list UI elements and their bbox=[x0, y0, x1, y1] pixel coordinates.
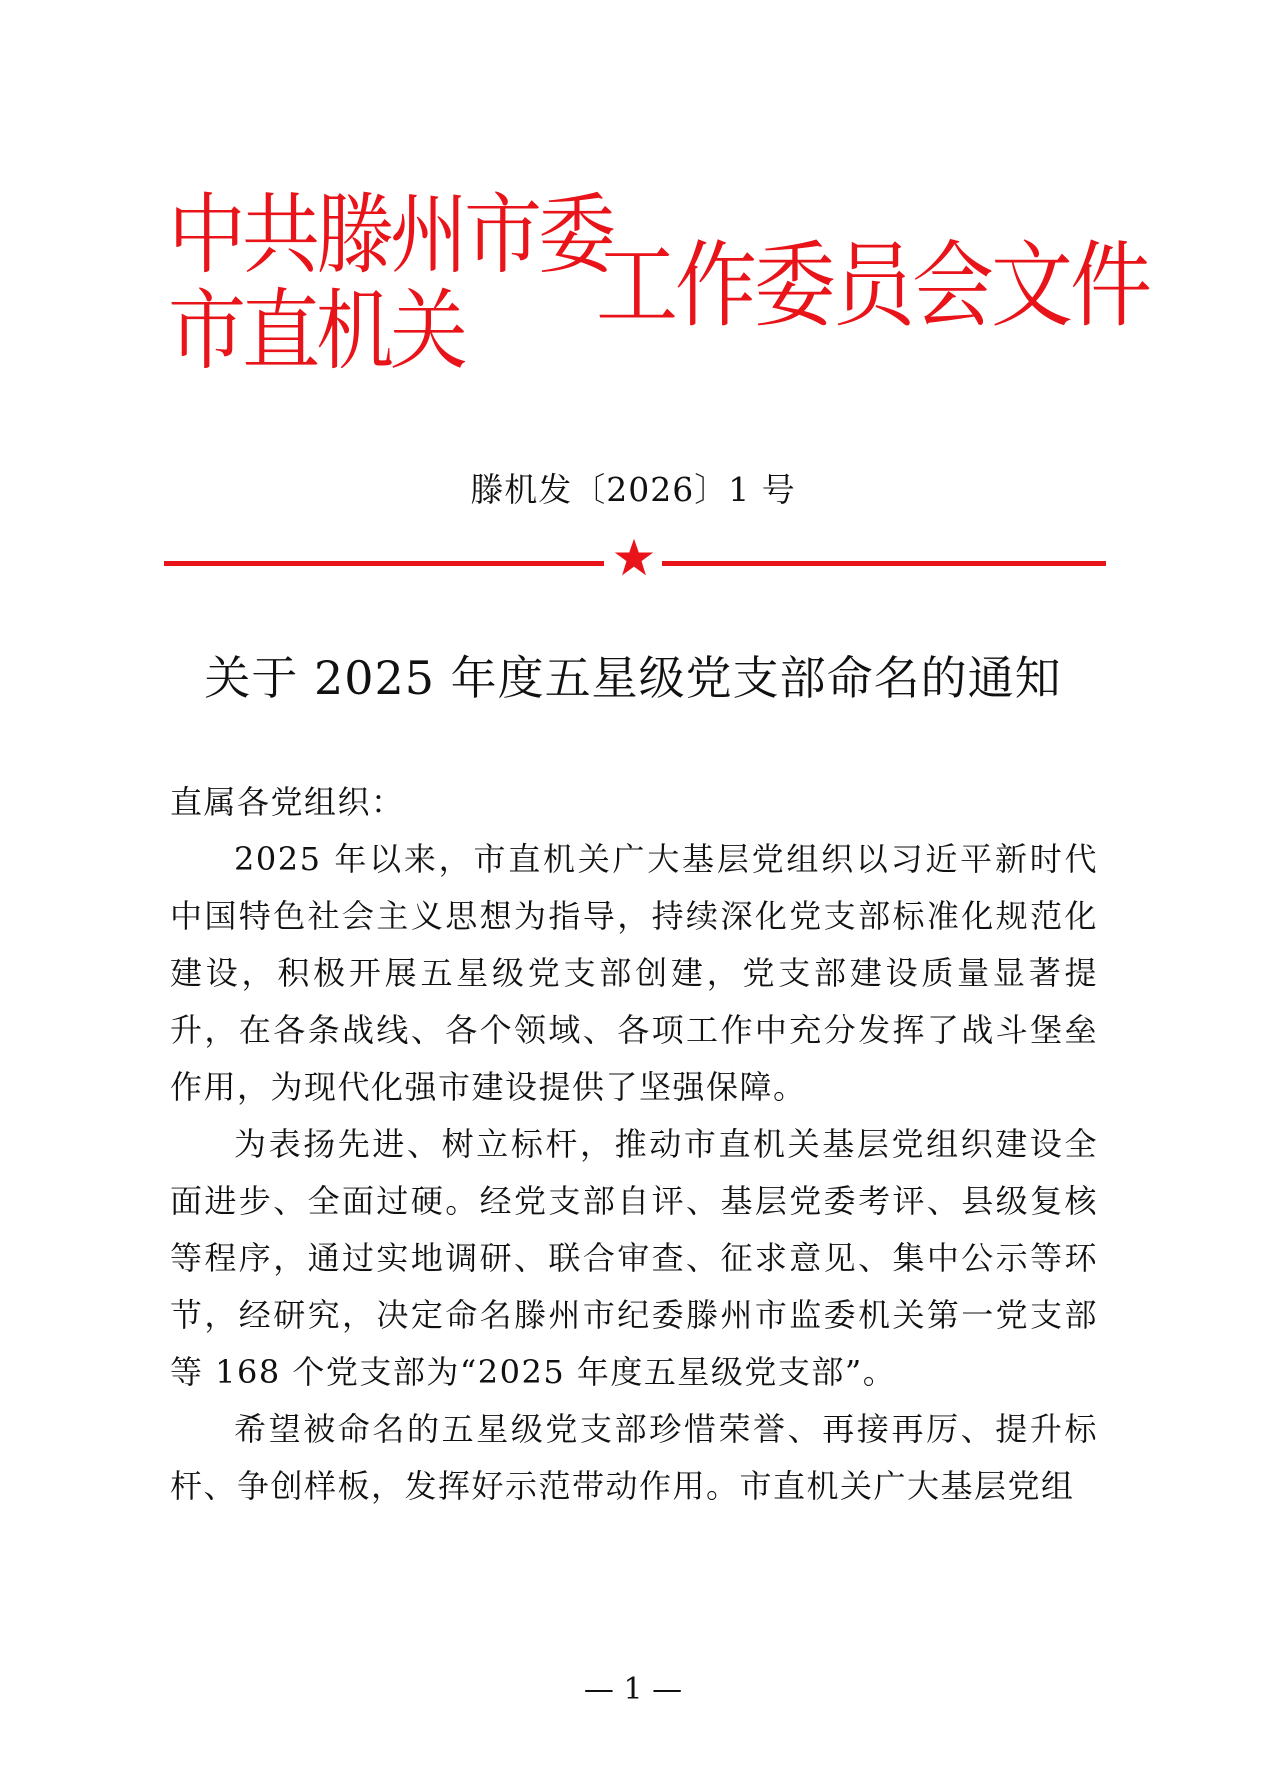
body-paragraph-1: 2025 年以来，市直机关广大基层党组织以习近平新时代中国特色社会主义思想为指导，持续深化党支部标准化规范化建设，积极开展五星级党支部创建，党支部建设质量显著提升，在各条战线、各个领域、各项工作中充分发挥了战斗堡垒作用，为现代化强市建设提供了坚强保障。 bbox=[170, 840, 1098, 1106]
body-paragraph-3: 希望被命名的五星级党支部珍惜荣誉、再接再厉、提升标杆、争创样板，发挥好示范带动作用。市直机关广大基层党组 bbox=[170, 1410, 1098, 1505]
header-issuer-line-1: 中共滕州市委 bbox=[168, 185, 613, 287]
header-issuer-line-2: 市直机关 bbox=[168, 281, 465, 383]
document-number: 滕机发〔2026〕1 号 bbox=[470, 470, 796, 509]
document-header-issuer bbox=[168, 182, 613, 383]
page-number: — 1 — bbox=[583, 1672, 683, 1707]
body-paragraph-2: 为表扬先进、树立标杆，推动市直机关基层党组织建设全面进步、全面过硬。经党支部自评、基层党委考评、县级复核等程序，通过实地调研、联合审查、征求意见、集中公示等环节，经研究，决定命名滕州市纪委滕州市监委机关第一党支部等 168 个党支部为“2025 年度五星级党支部”。 bbox=[170, 1125, 1098, 1391]
notice-body bbox=[170, 774, 1098, 1515]
salutation: 直属各党组织： bbox=[170, 783, 405, 821]
notice-title: 关于 2025 年度五星级党支部命名的通知 bbox=[204, 651, 1062, 705]
red-divider-left bbox=[164, 561, 604, 566]
header-document-type: 工作委员会文件 bbox=[596, 232, 1150, 341]
red-divider-right bbox=[662, 561, 1106, 566]
star-icon bbox=[612, 536, 656, 580]
